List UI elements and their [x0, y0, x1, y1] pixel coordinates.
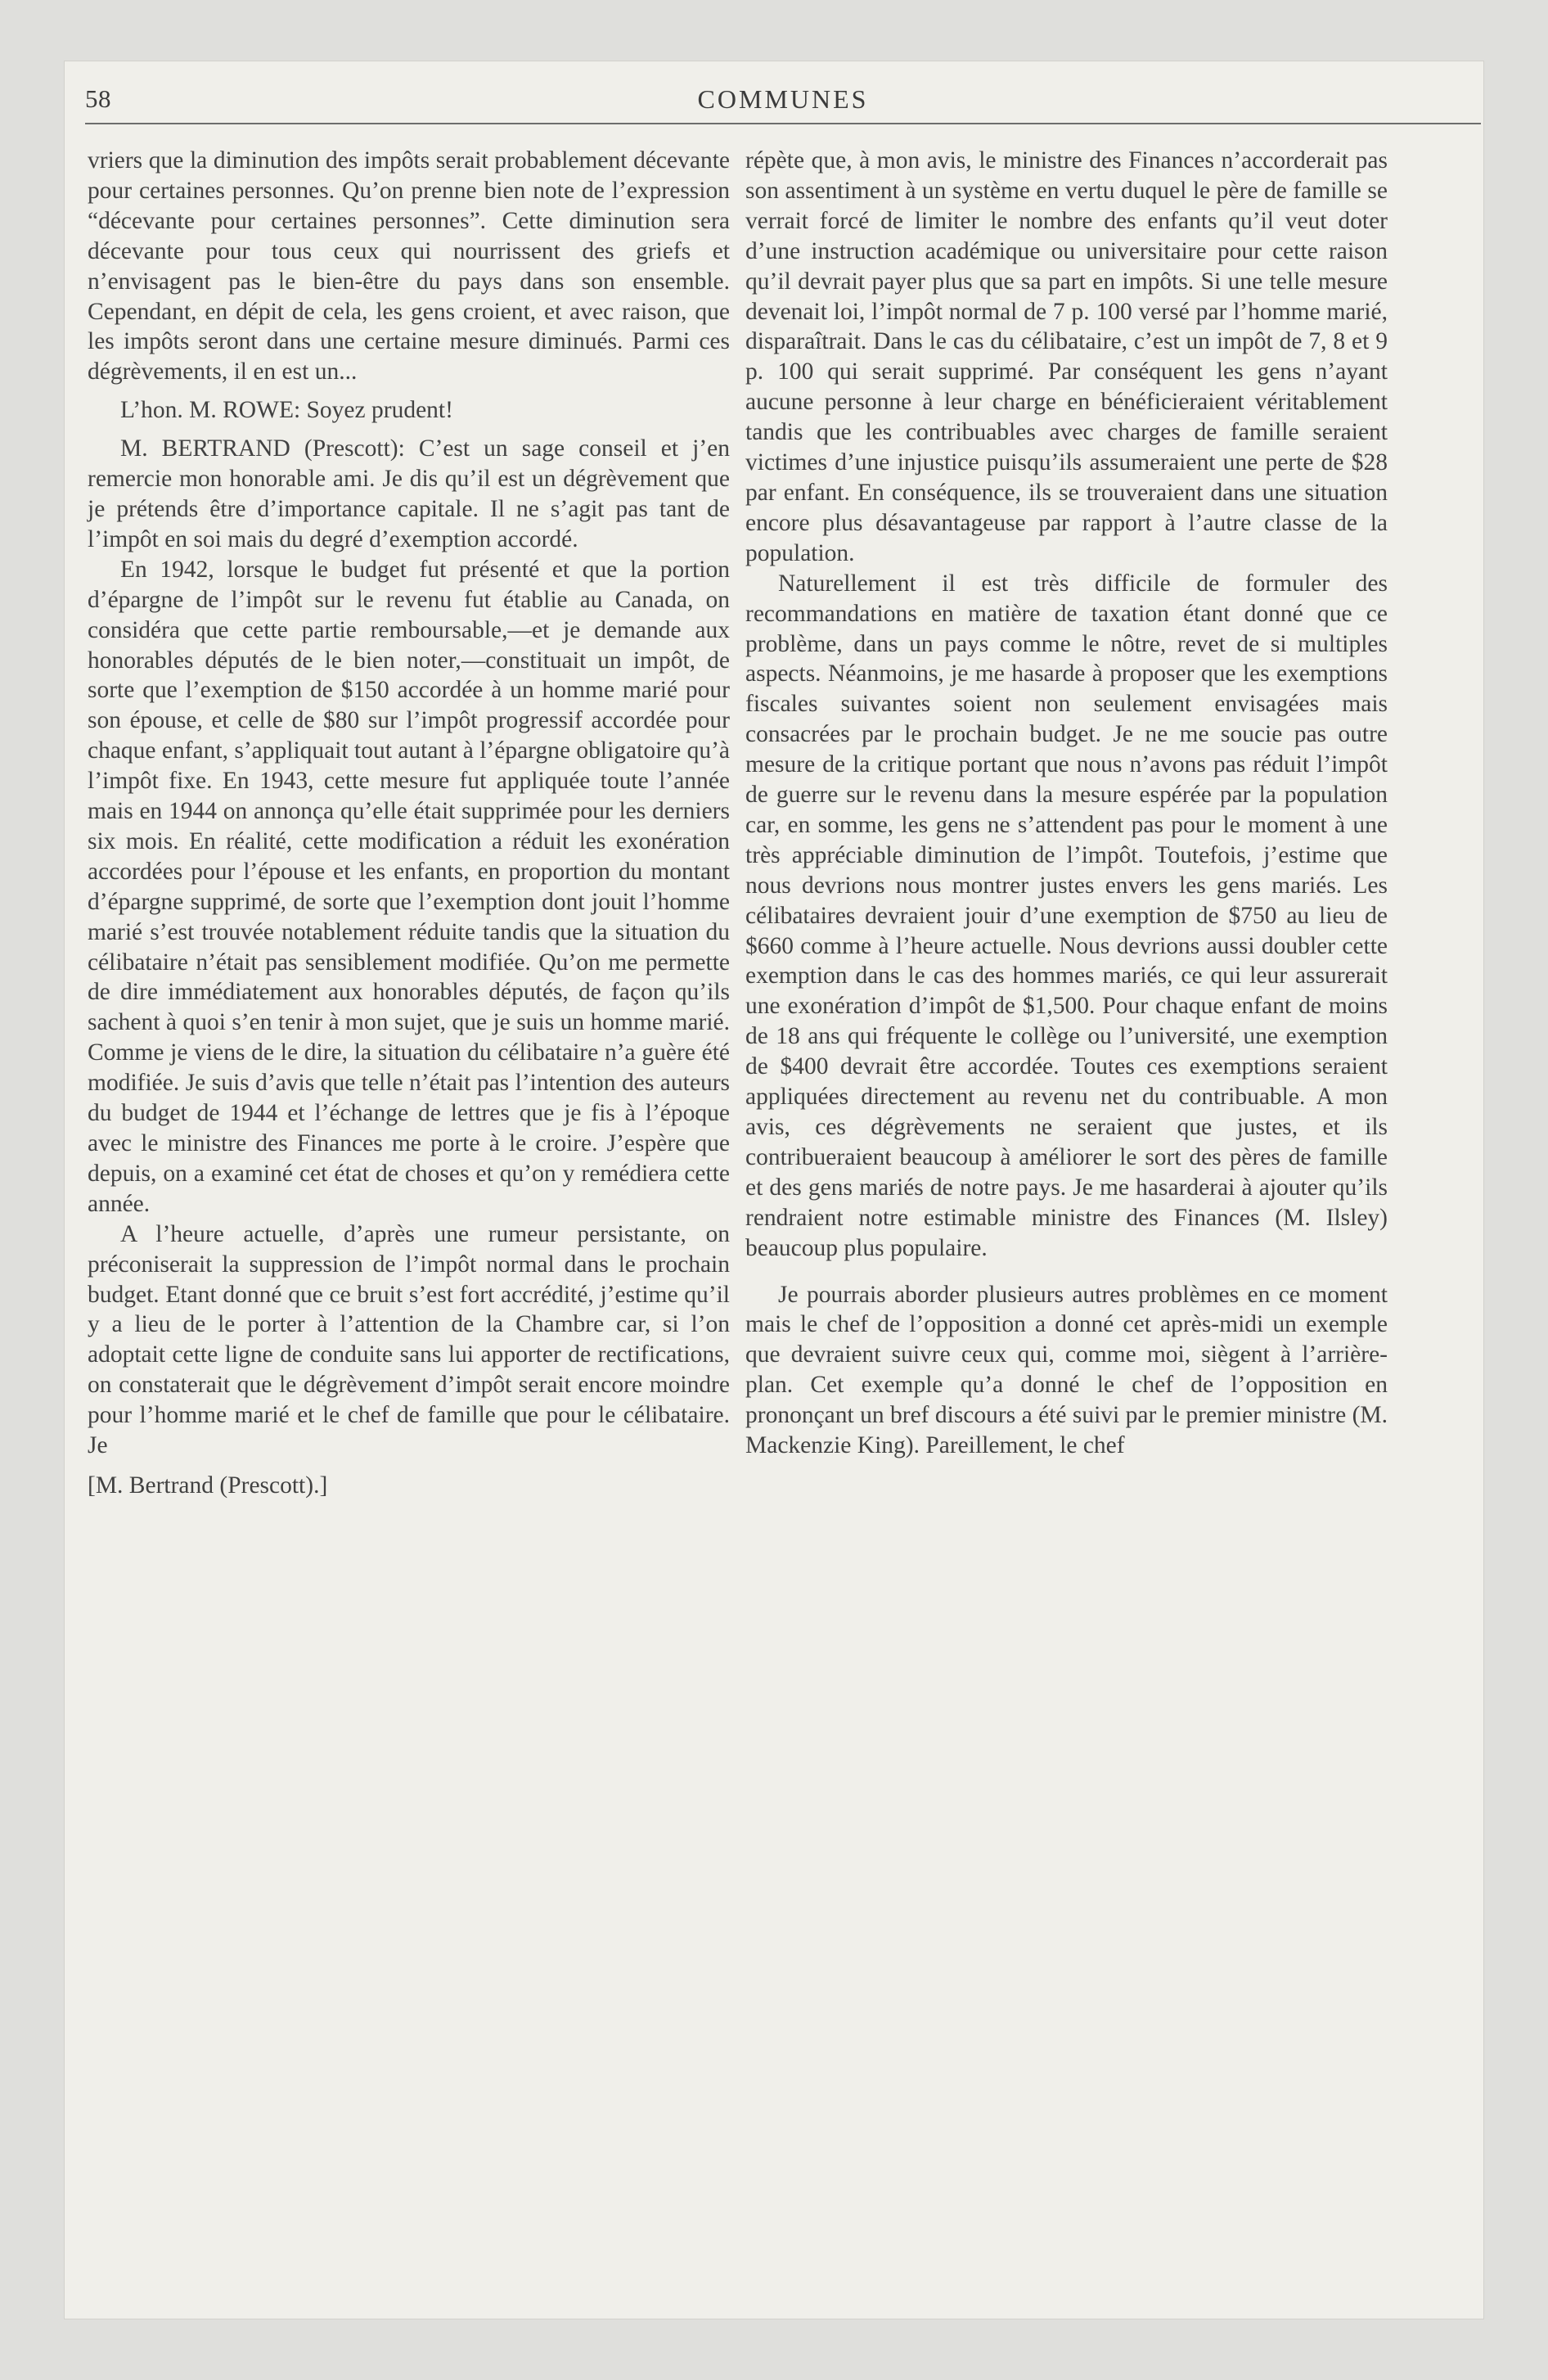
running-head: COMMUNES	[697, 84, 869, 114]
right-column	[745, 146, 1388, 1461]
paragraph: M. BERTRAND (Prescott): C’est un sage conseil et j’en remercie mon honorable ami. Je dis qu’il est un dégrèvement que je prétends être d’importance capitale. Il ne s’agit pas tant de l’impôt en soi mais du degré d’exemption accordé.	[88, 435, 730, 552]
paragraph: Je pourrais aborder plusieurs autres problèmes en ce moment mais le chef de l’opposition a donné cet après-midi un exemple que devraient suivre ceux qui, comme moi, siègent à l’arrière-plan. Cet exemple qu’a donné le chef de l’opposition en prononçant un bref discours a été suivi par le premier ministre (M. Mackenzie King). Pareillement, le chef	[745, 1281, 1388, 1459]
paragraph: répète que, à mon avis, le ministre des Finances n’accorderait pas son assentiment à un système en vertu duquel le père de famille se verrait forcé de limiter le nombre des enfants qu’il veut doter d’une instruction académique ou universitaire pour cette raison qu’il devrait payer plus que sa part en impôts. Si une telle mesure devenait loi, l’impôt normal de 7 p. 100 versé par l’homme marié, disparaîtrait. Dans le cas du célibataire, c’est un impôt de 7, 8 et 9 p. 100 qui serait supprimé. Par conséquent les gens n’ayant aucune personne à leur charge en bénéficieraient véritablement tandis que les contribuables avec charges de famille seraient victimes d’une injustice puisqu’ils assumeraient une perte de $28 par enfant. En conséquence, ils se trouveraient dans une situation encore plus désavantageuse par rapport à l’autre classe de la population.	[745, 147, 1388, 566]
paragraph: Naturellement il est très difficile de formuler des recommandations en matière de taxation étant donné que ce problème, dans un pays comme le nôtre, revet de si multiples aspects. Néanmoins, je me hasarde à proposer que les exemptions fiscales suivantes soient non seulement envisagées mais consacrées par le prochain budget. Je ne me soucie pas outre mesure de la critique portant que nous n’avons pas réduit l’impôt de guerre sur le revenu dans la mesure espérée par la population car, en somme, les gens ne s’attendent pas pour le moment à une très appréciable diminution de l’impôt. Toutefois, j’estime que nous devrions nous montrer justes envers les gens mariés. Les célibataires devraient jouir d’une exemption de $750 au lieu de $660 comme à l’heure actuelle. Nous devrions aussi doubler cette exemption dans le cas des hommes mariés, ce qui leur assurerait une exonération d’impôt de $1,500. Pour chaque enfant de moins de 18 ans qui fréquente le collège ou l’université, une exemption de $400 devrait être accordée. Toutes ces exemptions seraient appliquées directement au revenu net du contribuable. A mon avis, ces dégrèvements ne seraient que justes, et ils contribueraient beaucoup à améliorer le sort des pères de famille et des gens mariés de notre pays. Je me hasarderai à ajouter qu’ils rendraient notre estimable ministre des Finances (M. Ilsley) beaucoup plus populaire.	[745, 570, 1388, 1261]
page-number: 58	[85, 84, 111, 113]
page-header	[85, 84, 1481, 117]
paragraph: En 1942, lorsque le budget fut présenté et que la portion d’épargne de l’impôt sur le revenu fut établie au Canada, on considéra que cette partie remboursable,—et je demande aux honorables députés de le bien noter,—constituait un impôt, de sorte que l’exemption de $150 accordée à un homme marié pour son épouse, et celle de $80 sur l’impôt progressif accordée pour chaque enfant, s’appliquait tout autant à l’épargne obligatoire qu’à l’impôt fixe. En 1943, cette mesure fut appliquée toute l’année mais en 1944 on annonça qu’elle était supprimée pour les derniers six mois. En réalité, cette modification a réduit les exonération accordées pour l’épouse et les enfants, en proportion du montant d’épargne supprimé, de sorte que l’exemption dont jouit l’homme marié s’est trouvée notablement réduite tandis que la situation du célibataire n’était pas sensiblement modifiée. Qu’on me permette de dire immédiatement aux honorables députés, de façon qu’ils sachent à quoi s’en tenir à mon sujet, que je suis un homme marié. Comme je viens de le dire, la situation du célibataire n’a guère été modifiée. Je suis d’avis que telle n’était pas l’intention des auteurs du budget de 1944 et l’échange de lettres que je fis à l’époque avec le ministre des Finances me porte à le croire. J’espère que depuis, on a examiné cet état de choses et qu’on y remédiera cette année.	[88, 556, 731, 1217]
speaker-attribution: [M. Bertrand (Prescott).]	[88, 1472, 328, 1499]
interjection: L’hon. M. ROWE: Soyez prudent!	[120, 397, 453, 424]
paragraph: vriers que la diminution des impôts serait probablement décevante pour certaines personnes. Qu’on prenne bien note de l’expression “décevante pour certaines personnes”. Cette diminution sera décevante pour tous ceux qui nourrissent des griefs et n’envisagent pas le bien-être du pays dans son ensemble. Cependant, en dépit de cela, les gens croient, et avec raison, que les impôts seront dans une certaine mesure diminués. Parmi ces dégrèvements, il en est un...	[88, 147, 730, 385]
paragraph: A l’heure actuelle, d’après une rumeur persistante, on préconiserait la suppression de l’impôt normal dans le prochain budget. Etant donné que ce bruit s’est fort accrédité, j’estime qu’il y a lieu de le porter à l’attention de la Chambre car, si l’on adoptait cette ligne de conduite sans lui apporter de rectifications, on constaterait que le dégrèvement d’impôt serait encore moindre pour l’homme marié et le chef de famille que pour le célibataire. Je	[88, 1220, 730, 1459]
left-column	[88, 146, 730, 1501]
header-rule	[85, 123, 1481, 124]
